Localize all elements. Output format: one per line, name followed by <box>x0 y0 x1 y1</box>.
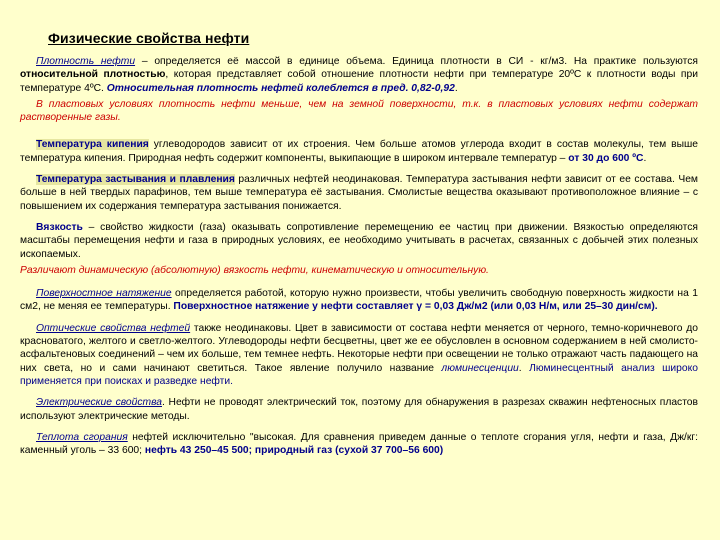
heat-term: Теплота сгорания <box>36 431 128 443</box>
density-term: Плотность нефти <box>36 56 136 67</box>
density-range: Относительная плотность нефтей колеблется в пред. 0,82-0,92 <box>106 82 455 94</box>
heat-values: нефть 43 250–45 500; природный газ (сухой 37 700–56 600) <box>144 445 444 457</box>
optical-paragraph: Оптические свойства нефтей также неодинаковы. Цвет в зависимости от состава нефти меняется от черного, темно-коричневого до красноватого, желтого и светло-желтого. Углеводороды нефти бесцветны, цвет же ее обусловлен в основном содержанием в ней смолисто-асфальтеновых соединений – чем их больше, тем темнее нефть. Некоторые нефти при освещении не только отражают часть падающего на них света, но и сами начинают светиться. Такое явление получило название люминесценции. Люминесцентный анализ широко применяется при поисках и разведке нефти. <box>20 322 698 387</box>
viscosity-term: Вязкость <box>36 221 83 233</box>
viscosity-types-note: Различают динамическую (абсолютную) вязкость нефти, кинематическую и относительную. <box>20 264 489 276</box>
heat-paragraph: Теплота сгорания нефтей исключительно "высокая. Для сравнения приведем данные о теплоте сгорания угля, нефти и газа, Дж/кг: каменный уголь – 33 600; нефть 43 250–45 500; природный газ (сухой 37 700–56 600) <box>20 431 699 457</box>
luminescence-term: люминесценции <box>441 362 519 374</box>
density-paragraph: Плотность нефти – определяется её массой в единице объема. Единица плотности в СИ - кг/м3. На практике пользуются относительной плотностью, которая представляет собой отношение плотности нефти при температуре 20ºС к плотности воды при температуре 4ºС. Относительная плотность нефтей колеблется в пред. 0,82-0,92. <box>20 56 698 94</box>
electrical-paragraph: Электрические свойства. Нефти не проводят электрический ток, поэтому для обнаружения в разрезах скважин нефтеносных пластов используют электрические методы. <box>20 397 699 422</box>
boiling-term: Температура кипения <box>36 139 149 151</box>
page-title: Физические свойства нефти <box>48 30 250 46</box>
boiling-range: от 30 до 600 ºС <box>568 152 644 164</box>
freezing-term: Температура застывания и плавления <box>36 174 235 186</box>
optical-term: Оптические свойства нефтей <box>36 322 191 334</box>
electrical-term: Электрические свойства <box>36 397 162 409</box>
surface-tension-paragraph: Поверхностное натяжение определяется работой, которую нужно произвести, чтобы увеличить свободную поверхность жидкости на 1 см2, не меняя ее температуры. Поверхностное натяжение у нефти составляет γ = 0,03 Дж/м2 (или 0,03 Н/м, или 25–30 дин/см). <box>20 288 698 313</box>
viscosity-paragraph: Вязкость – свойство жидкости (газа) оказывать сопротивление перемещению ее частиц при движении. Вязкостью определяются масштабы перемещения нефти и газа в природных условиях, ее необходимо учитывать в расчетах, связанных с добычей этих полезных ископаемых. <box>20 221 698 260</box>
relative-density-term: относительной плотностью <box>20 69 166 81</box>
luminescence-note: Люминесцентный анализ широко применяется при поисках и разведке нефти. <box>20 362 698 387</box>
freezing-paragraph: Температура застывания и плавления различных нефтей неодинаковая. Температура застывания нефти зависит от ее состава. Чем больше в ней твердых парафинов, тем выше температура её застывания. Смолистые вещества оказывают противоположное влияние – с повышением их содержания температура застывания понижается. <box>20 174 698 212</box>
surface-tension-term: Поверхностное натяжение <box>36 288 172 300</box>
boiling-paragraph: Температура кипения углеводородов зависит от их строения. Чем больше атомов углерода входит в состав молекулы, тем выше температура кипения. Природная нефть содержит компоненты, выкипающие в широком интервале температур – от 30 до 600 ºС. <box>20 139 698 164</box>
density-reservoir-note: В пластовых условиях плотность нефти меньше, чем на земной поверхности, т.к. в пластовых условиях нефти содержат растворенные газы. <box>20 98 698 124</box>
surface-tension-value: Поверхностное натяжение у нефти составляет γ = 0,03 Дж/м2 (или 0,03 Н/м, или 25–30 дин/см). <box>173 301 658 313</box>
